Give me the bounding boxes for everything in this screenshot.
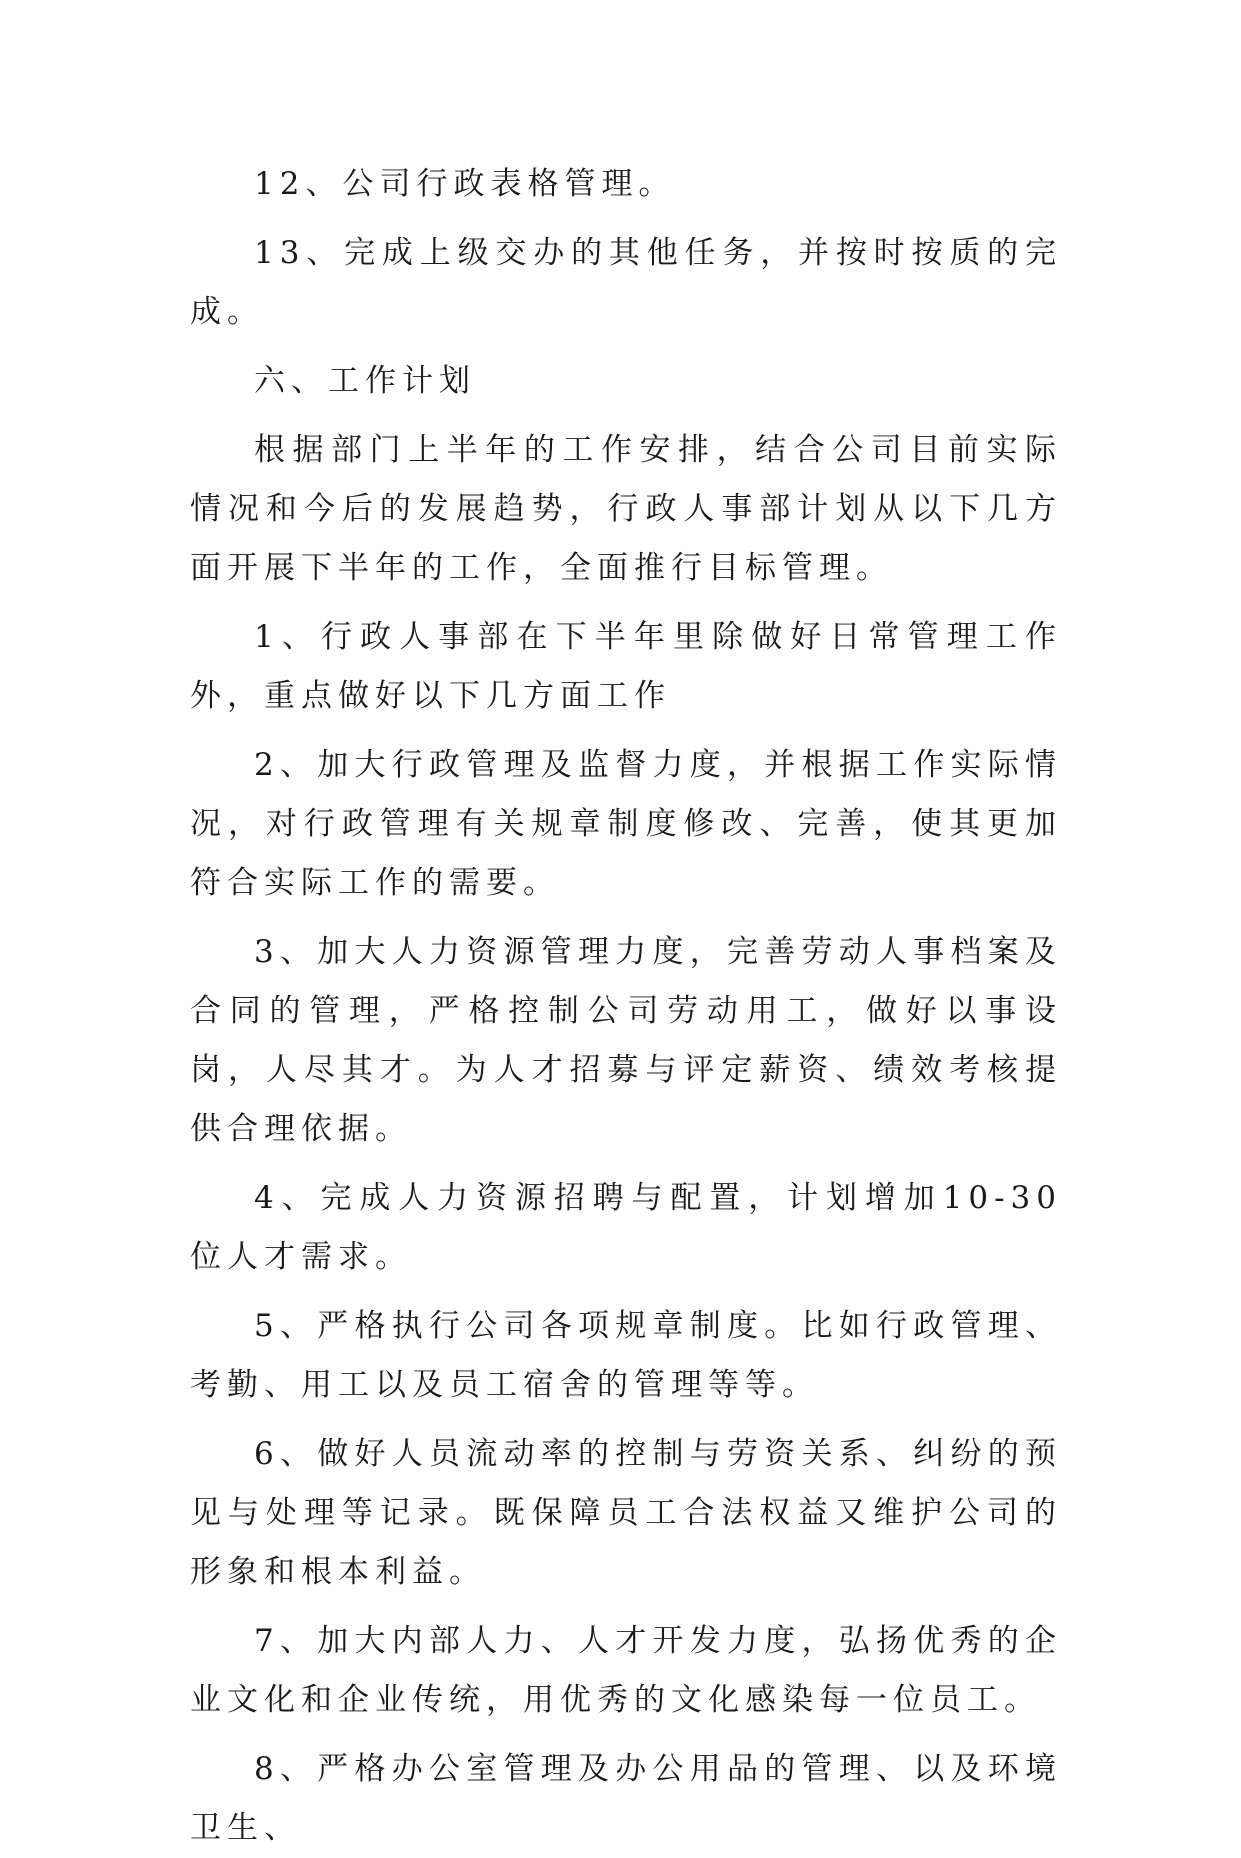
paragraph-plan-item-6: 6、做好人员流动率的控制与劳资关系、纠纷的预见与处理等记录。既保障员工合法权益又维护公司的形象和根本利益。 [190, 1436, 1062, 1590]
paragraph-plan-item-2: 2、加大行政管理及监督力度，并根据工作实际情况，对行政管理有关规章制度修改、完善，使其更加符合实际工作的需要。 [190, 747, 1062, 901]
section-heading-work-plan: 六、工作计划 [254, 363, 476, 399]
paragraph-work-plan-intro: 根据部门上半年的工作安排，结合公司目前实际情况和今后的发展趋势，行政人事部计划从以下几方面开展下半年的工作，全面推行目标管理。 [190, 432, 1062, 586]
paragraph-plan-item-3: 3、加大人力资源管理力度，完善劳动人事档案及合同的管理，严格控制公司劳动用工，做好以事设岗，人尽其才。为人才招募与评定薪资、绩效考核提供合理依据。 [190, 934, 1062, 1147]
paragraph-plan-item-1: 1、行政人事部在下半年里除做好日常管理工作外，重点做好以下几方面工作 [190, 619, 1062, 714]
paragraph-plan-item-4: 4、完成人力资源招聘与配置，计划增加10-30位人才需求。 [190, 1180, 1062, 1275]
paragraph-plan-item-8: 8、严格办公室管理及办公用品的管理、以及环境卫生、 [190, 1751, 1062, 1846]
paragraph-item-13-other-tasks: 13、完成上级交办的其他任务，并按时按质的完成。 [190, 235, 1062, 330]
paragraph-item-12-admin-forms: 12、公司行政表格管理。 [254, 166, 676, 202]
paragraph-plan-item-5: 5、严格执行公司各项规章制度。比如行政管理、考勤、用工以及员工宿舍的管理等等。 [190, 1308, 1062, 1403]
document-body [190, 155, 1062, 1858]
paragraph-plan-item-7: 7、加大内部人力、人才开发力度，弘扬优秀的企业文化和企业传统，用优秀的文化感染每一位员工。 [190, 1623, 1062, 1718]
